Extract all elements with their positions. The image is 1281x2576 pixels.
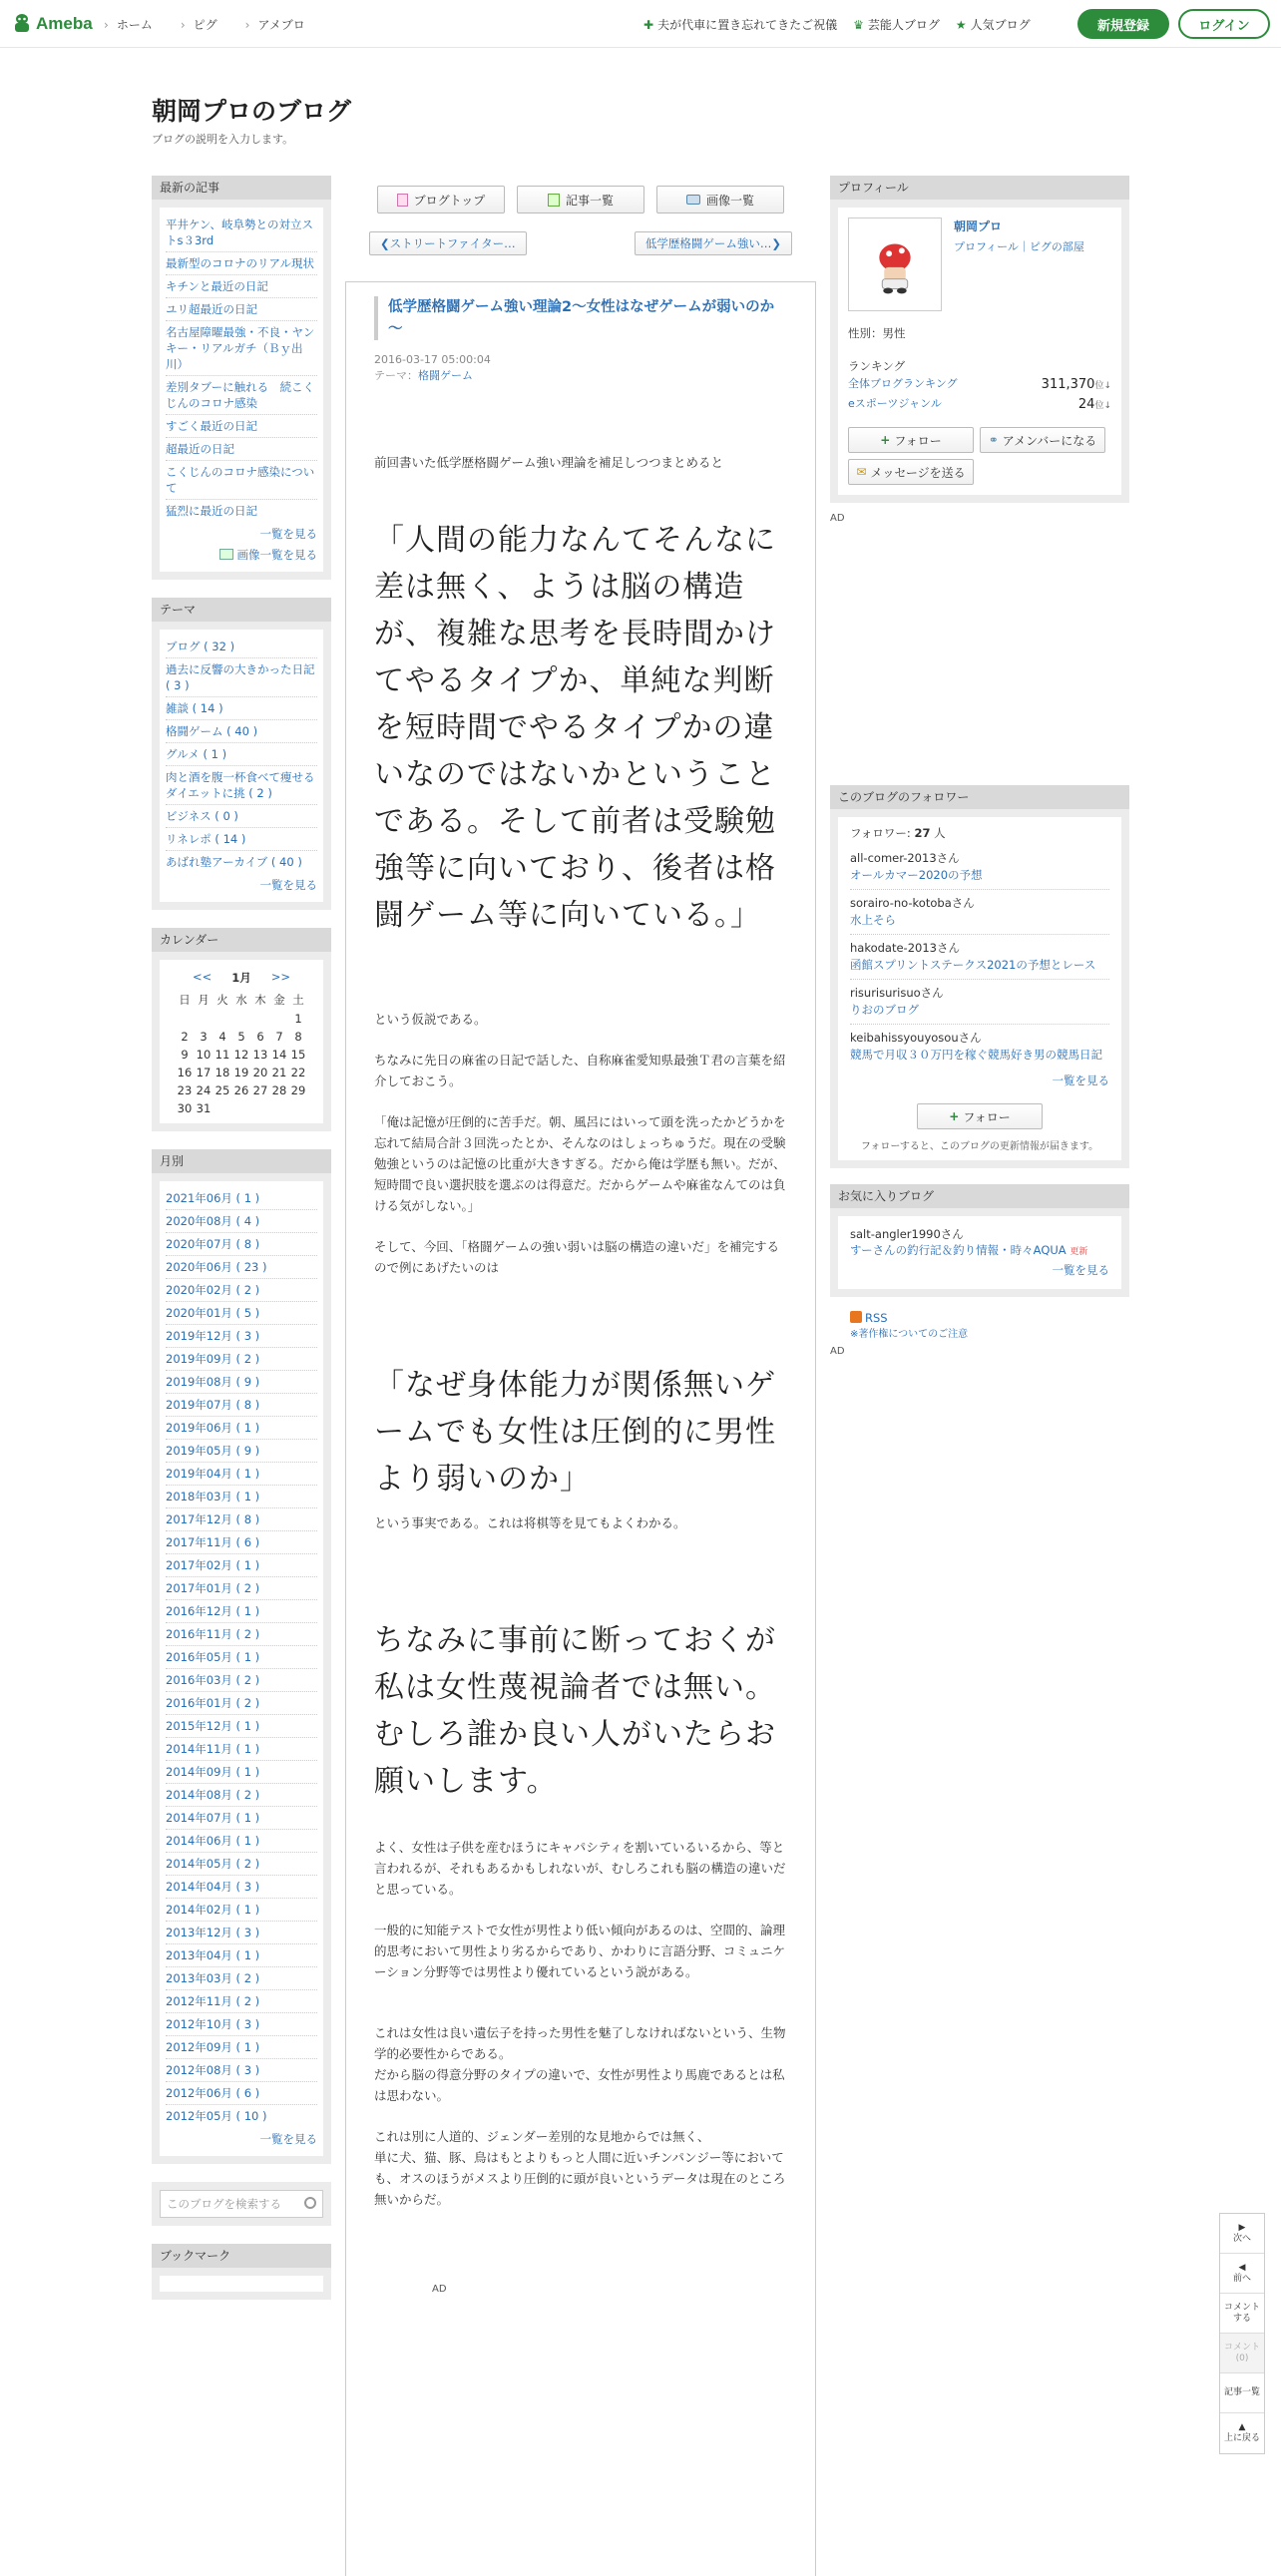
- follow-label: フォロー: [894, 433, 942, 448]
- followers-box: [830, 785, 1129, 1168]
- follower-user: all-comer-2013さん: [850, 851, 960, 865]
- calendar-day: 18: [214, 1066, 230, 1079]
- monthly-archive-link[interactable]: 2020年06月 ( 23 ): [166, 1256, 317, 1279]
- nav-home[interactable]: › ホーム: [104, 16, 153, 33]
- article-paragraph: 単に犬、猫、豚、鳥はもとよりもっと人間に近いチンパンジー等においても、オスのほうがメスより圧倒的に頭が良いというデータは現在のところ無いからだ。: [374, 2150, 786, 2207]
- article-meta: [374, 352, 787, 384]
- theme-link[interactable]: 格闘ゲーム ( 40 ): [166, 720, 317, 743]
- right-sidebar: [830, 176, 1129, 1357]
- profile-avatar[interactable]: [848, 217, 942, 311]
- monthly-archive-link[interactable]: 2014年02月 ( 1 ): [166, 1899, 317, 1922]
- monthly-archive-link[interactable]: 2014年11月 ( 1 ): [166, 1738, 317, 1761]
- search-box: [152, 2182, 331, 2226]
- follower-count-value: 27: [914, 826, 931, 840]
- follower-blog-link[interactable]: りおのブログ: [850, 1003, 919, 1017]
- calendar-day: [232, 1012, 251, 1026]
- global-nav: [104, 16, 305, 33]
- recent-entry-link[interactable]: ユリ超最近の日記: [166, 298, 317, 321]
- plus-icon: +: [880, 433, 891, 447]
- calendar-day: 31: [196, 1101, 212, 1115]
- chevron-right-icon: ❯: [771, 236, 781, 250]
- amember-label: アメンバーになる: [1002, 433, 1097, 448]
- calendar-day: [195, 1012, 214, 1026]
- follower-user: hakodate-2013さん: [850, 941, 960, 955]
- monthly-archive-link[interactable]: 2017年11月 ( 6 ): [166, 1531, 317, 1554]
- calendar-day: 21: [271, 1066, 287, 1079]
- calendar-day: 1: [294, 1012, 302, 1026]
- service-links: [643, 16, 1031, 33]
- entry-pager: [369, 231, 792, 255]
- monthly-archive-link[interactable]: 2020年01月 ( 5 ): [166, 1302, 317, 1325]
- star-icon: ★: [955, 18, 967, 32]
- recent-entry-link[interactable]: 猛烈に最近の日記: [166, 504, 257, 518]
- calendar-prev-link[interactable]: <<: [192, 970, 213, 984]
- main-column: [345, 176, 816, 2295]
- themes-heading: テーマ: [152, 598, 331, 622]
- tab-blog-top[interactable]: [377, 186, 505, 214]
- ranking: [848, 357, 1111, 415]
- calendar-day: 2: [181, 1030, 189, 1044]
- monthly-box: [152, 1149, 331, 2164]
- monthly-archive-link[interactable]: 2019年07月 ( 8 ): [166, 1394, 317, 1417]
- next-entry-label: 低学歴格闘ゲーム強い…: [644, 236, 772, 250]
- calendar-day: 8: [294, 1030, 302, 1044]
- monthly-archive-link[interactable]: 2019年08月 ( 9 ): [166, 1371, 317, 1394]
- calendar-next-link[interactable]: >>: [270, 970, 291, 984]
- follow-note: フォローすると、このブログの更新情報が届きます。: [860, 1141, 1099, 1152]
- follower-blog-link[interactable]: 函館スプリントステークス2021の予想とレース: [850, 958, 1096, 972]
- profile-box: [830, 176, 1129, 503]
- calendar-weekday: 水: [235, 993, 247, 1007]
- calendar-day: 19: [233, 1066, 249, 1079]
- blog-description: ブログの説明を入力します。: [152, 133, 294, 146]
- monthly-archive-link[interactable]: 2014年04月 ( 3 ): [166, 1876, 317, 1899]
- amember-button[interactable]: [980, 427, 1105, 453]
- service-link-label: 人気ブログ: [970, 18, 1031, 32]
- entry-list-tool[interactable]: [1220, 2373, 1264, 2413]
- ameba-logo-icon: [12, 13, 32, 35]
- rank-unit: 位: [1094, 401, 1104, 411]
- monthly-archive-link[interactable]: 2018年03月 ( 1 ): [166, 1486, 317, 1508]
- monthly-archive-link[interactable]: 2015年12月 ( 1 ): [166, 1715, 317, 1738]
- favorite-blogs-box: [830, 1184, 1129, 1297]
- monthly-archive-link[interactable]: 2016年01月 ( 2 ): [166, 1692, 317, 1715]
- follow-button[interactable]: [848, 427, 974, 453]
- monthly-archive-link[interactable]: 2012年09月 ( 1 ): [166, 2036, 317, 2059]
- service-link-label: 芸能人ブログ: [867, 18, 940, 32]
- monthly-archive-link[interactable]: 2017年02月 ( 1 ): [166, 1554, 317, 1577]
- monthly-archive-link[interactable]: 2014年05月 ( 2 ): [166, 1853, 317, 1876]
- recent-entries-heading: 最新の記事: [152, 176, 331, 200]
- calendar-day: 24: [196, 1083, 212, 1097]
- themes-box: [152, 598, 331, 910]
- calendar-day: 9: [181, 1048, 189, 1062]
- article-paragraph: という仮説である。: [374, 1012, 487, 1027]
- follower-blog-link[interactable]: 水上そら: [850, 913, 896, 927]
- bookmark-heading: ブックマーク: [152, 2244, 331, 2268]
- monthly-archive-link[interactable]: 2020年07月 ( 8 ): [166, 1233, 317, 1256]
- calendar-day: 27: [252, 1083, 268, 1097]
- global-header: [0, 0, 1281, 48]
- monthly-archive-link[interactable]: 2016年05月 ( 1 ): [166, 1646, 317, 1669]
- left-sidebar: [152, 176, 331, 2318]
- calendar-day: 28: [271, 1083, 287, 1097]
- overall-ranking-link[interactable]: 全体ブログランキング: [848, 377, 958, 390]
- favorite-blog-link[interactable]: すーさんの釣行記＆釣り情報・時々AQUA: [850, 1243, 1067, 1257]
- themes-more-link[interactable]: 一覧を見る: [259, 878, 317, 892]
- follower-item: [850, 845, 1109, 890]
- calendar-day: 23: [177, 1083, 193, 1097]
- article-emphasis: 「人間の能力なんてそんなに差は無く、ようは脳の構造が、複雑な思考を長時間かけてやるタイプか、単純な判断を短時間でやるタイプかの違いなのではないかということである。そして前者は受験勉強等に向いており、後者は格闘ゲーム等に向いている。」: [374, 523, 776, 933]
- recent-entry-link[interactable]: 超最近の日記: [166, 438, 317, 461]
- camera-icon: [686, 195, 700, 205]
- recent-entry-link[interactable]: 名古屋障曜最強・不良・ヤンキー・リアルガチ（Ｂｙ出川）: [166, 321, 317, 376]
- calendar-day: [176, 1012, 195, 1026]
- calendar-day: 13: [252, 1048, 268, 1062]
- copyright-link[interactable]: ※著作権についてのご注意: [850, 1329, 969, 1340]
- calendar-day: 14: [271, 1048, 287, 1062]
- image-list-label: 画像一覧を見る: [236, 548, 317, 562]
- rank-unit: 位: [1094, 381, 1104, 391]
- follower-item: [850, 980, 1109, 1025]
- monthly-archive-link[interactable]: 2014年09月 ( 1 ): [166, 1761, 317, 1784]
- back-to-top-tool[interactable]: [1220, 2413, 1264, 2453]
- service-link-trend[interactable]: [643, 16, 837, 33]
- bookmark-box: [152, 2244, 331, 2300]
- avatar-character-icon: [849, 218, 941, 310]
- favorite-blogs-heading: お気に入りブログ: [830, 1184, 1129, 1208]
- rss-section: [830, 1311, 1129, 1340]
- article-paragraph: これは女性は良い遺伝子を持った男性を魅了しなければないという、生物学的必要性からである。: [374, 2025, 786, 2061]
- monthly-more-link[interactable]: 一覧を見る: [259, 2132, 317, 2146]
- comment-tool[interactable]: [1220, 2294, 1264, 2334]
- calendar-weekday: 日: [179, 993, 191, 1007]
- prev-entry-tool[interactable]: [1220, 2254, 1264, 2294]
- calendar-day: 26: [233, 1083, 249, 1097]
- genre-ranking-link[interactable]: eスポーツジャンル: [848, 397, 942, 410]
- monthly-list: [160, 1181, 323, 2156]
- envelope-icon: ✉: [856, 465, 867, 479]
- recent-entry-link[interactable]: 差別タブーに触れる 続こくじんのコロナ感染: [166, 376, 317, 415]
- calendar-day: [270, 1012, 289, 1026]
- recent-entry-link[interactable]: 平井ケン、岐阜勢との対立ストs３3rd: [166, 214, 317, 252]
- tool-label: コメントする: [1223, 2302, 1260, 2324]
- article: [345, 281, 816, 2576]
- recent-entries-box: [152, 176, 331, 580]
- monthly-archive-link[interactable]: 2013年04月 ( 1 ): [166, 1944, 317, 1967]
- service-link-label: 夫が代車に置き忘れてきたご祝儀: [657, 18, 838, 32]
- calendar-weekday: 月: [198, 993, 210, 1007]
- comment-count-tool[interactable]: [1220, 2334, 1264, 2373]
- follower-count-label: フォロワー:: [850, 826, 911, 840]
- ameba-logo[interactable]: [12, 12, 93, 36]
- monthly-archive-link[interactable]: 2021年06月 ( 1 ): [166, 1187, 317, 1210]
- calendar-weekday: 木: [254, 993, 266, 1007]
- follower-user: risurisurisuoさん: [850, 986, 944, 1000]
- article-paragraph: という事実である。これは将棋等を見てもよくわかる。: [374, 1515, 686, 1530]
- chevron-left-icon: ❮: [380, 236, 390, 250]
- follower-item: [850, 890, 1109, 935]
- calendar-weekday: 土: [292, 993, 304, 1007]
- article-paragraph: これは別に人道的、ジェンダー差別的な見地からでは無く、: [374, 2129, 710, 2144]
- monthly-archive-link[interactable]: 2017年01月 ( 2 ): [166, 1577, 317, 1600]
- calendar-day: 12: [233, 1048, 249, 1062]
- theme-link[interactable]: ビジネス ( 0 ): [166, 805, 317, 828]
- monthly-archive-link[interactable]: 2016年03月 ( 2 ): [166, 1669, 317, 1692]
- calendar-day: 17: [196, 1066, 212, 1079]
- next-entry-tool[interactable]: [1220, 2214, 1264, 2254]
- theme-link[interactable]: グルメ ( 1 ): [166, 743, 317, 766]
- monthly-archive-link[interactable]: 2016年11月 ( 2 ): [166, 1623, 317, 1646]
- crown-icon: ♛: [853, 18, 864, 32]
- updated-badge: 更新: [1069, 1247, 1088, 1257]
- follower-count: [850, 825, 1109, 841]
- calendar-weekday: 火: [216, 993, 228, 1007]
- users-icon: ⚭: [988, 433, 999, 447]
- monthly-archive-link[interactable]: 2020年02月 ( 2 ): [166, 1279, 317, 1302]
- search-placeholder: このブログを検索する: [167, 2197, 281, 2211]
- monthly-archive-link[interactable]: 2014年08月 ( 2 ): [166, 1784, 317, 1807]
- monthly-archive-link[interactable]: 2012年10月 ( 3 ): [166, 2013, 317, 2036]
- profile-gender: 性別：男性: [848, 326, 906, 340]
- arrow-up-icon: ▲: [1238, 2422, 1246, 2432]
- article-paragraph: そして、今回、「格闘ゲームの強い弱いは脳の構造の違いだ」を補完するので例にあげたいのは: [374, 1239, 780, 1275]
- tool-label: 上に戻る: [1223, 2433, 1260, 2443]
- article-paragraph: よく、女性は子供を産むほうにキャパシティを割いているいるから、等と言われるが、それもあるかもしれないが、むしろこれも脳の構造の違いだと思っている。: [374, 1840, 786, 1897]
- tab-image-list[interactable]: [656, 186, 784, 214]
- article-paragraph: 一般的に知能テストで女性が男性より低い傾向があるのは、空間的、論理的思考において男性より劣るからであり、かわりに言語分野、コミュニケーション分野等では男性より優れているという説がある。: [374, 1923, 786, 1979]
- follower-blog-link[interactable]: オールカマー2020の予想: [850, 868, 983, 882]
- tool-label: コメント (0): [1223, 2342, 1260, 2363]
- article-paragraph: だから脳の得意分野のタイプの違いで、女性が男性より馬鹿であるとは私は思わない。: [374, 2067, 785, 2103]
- message-label: メッセージを送る: [870, 465, 966, 480]
- list-icon: [548, 194, 560, 207]
- tool-label: 次へ: [1232, 2233, 1251, 2244]
- calendar-day: 25: [214, 1083, 230, 1097]
- document-icon: [397, 194, 408, 207]
- arrow-down-icon: ↓: [1103, 381, 1111, 391]
- rss-icon: [850, 1311, 862, 1323]
- calendar-day: 30: [177, 1101, 193, 1115]
- tab-entry-list[interactable]: [517, 186, 644, 214]
- follower-item: [850, 1025, 1109, 1069]
- next-entry-button[interactable]: [635, 231, 792, 255]
- recent-entry-link[interactable]: すごく最近の日記: [166, 415, 317, 438]
- nav-pigg[interactable]: › ピグ: [181, 16, 217, 33]
- calendar-heading: カレンダー: [152, 928, 331, 952]
- profile-heading: プロフィール: [830, 176, 1129, 200]
- blog-search-input[interactable]: [160, 2190, 323, 2218]
- monthly-archive-link[interactable]: 2013年03月 ( 2 ): [166, 1967, 317, 1990]
- calendar-day: 7: [275, 1030, 283, 1044]
- followers-heading: このブログのフォロワー: [830, 785, 1129, 809]
- theme-link[interactable]: ブログ ( 32 ): [166, 636, 317, 658]
- calendar-day: 11: [214, 1048, 230, 1062]
- calendar-day: 3: [200, 1030, 208, 1044]
- profile-links[interactable]: プロフィール｜ピグの部屋: [954, 240, 1084, 253]
- follower-item: [850, 935, 1109, 980]
- theme-link[interactable]: あばれ塾アーカイブ ( 40 ): [166, 855, 302, 869]
- monthly-archive-link[interactable]: 2016年12月 ( 1 ): [166, 1600, 317, 1623]
- genre-ranking-value: 24: [1077, 397, 1095, 412]
- calendar-month: 1月: [231, 971, 251, 985]
- play-icon: ▶: [1238, 2222, 1246, 2233]
- blog-tabs: [345, 186, 816, 214]
- calendar-day: 29: [290, 1083, 306, 1097]
- tool-label: 記事一覧: [1223, 2387, 1260, 2397]
- article-emphasis: ちなみに事前に断っておくが私は女性蔑視論者では無い。むしろ誰か良い人がいたらお願いします。: [374, 1623, 776, 1799]
- article-paragraph: ちなみに先日の麻雀の日記で話した、自称麻雀愛知県最強Ｔ君の言葉を紹介しておこう。: [374, 1053, 786, 1088]
- plus-icon: ✚: [643, 18, 654, 32]
- monthly-archive-link[interactable]: 2014年06月 ( 1 ): [166, 1830, 317, 1853]
- theme-link[interactable]: 肉と酒を腹一杯食べて痩せるダイエットに挑 ( 2 ): [166, 766, 317, 805]
- calendar-box: [152, 928, 331, 1131]
- ad-label: AD: [830, 1346, 845, 1357]
- calendar-day: 16: [177, 1066, 193, 1079]
- calendar-day: 6: [256, 1030, 264, 1044]
- article-date: 2016-03-17 05:00:04: [374, 353, 491, 366]
- monthly-heading: 月別: [152, 1149, 331, 1173]
- monthly-archive-link[interactable]: 2012年11月 ( 2 ): [166, 1990, 317, 2013]
- prev-entry-label: ストリートファイター…: [389, 236, 516, 250]
- article-paragraph: 前回書いた低学歴格闘ゲーム強い理論を補足しつつまとめると: [374, 455, 724, 470]
- recent-entry-link[interactable]: こくじんのコロナ感染について: [166, 461, 317, 500]
- article-emphasis: 「なぜ身体能力が関係無いゲームでも女性は圧倒的に男性より弱いのか」: [374, 1368, 776, 1497]
- theme-link[interactable]: 雑談 ( 14 ): [166, 697, 317, 720]
- follower-user: sorairo-no-kotobaさん: [850, 896, 975, 910]
- login-button[interactable]: ログイン: [1178, 9, 1270, 39]
- theme-link[interactable]: リネレポ ( 14 ): [166, 828, 317, 851]
- image-list-link[interactable]: [166, 547, 317, 564]
- plus-icon: +: [949, 1109, 960, 1123]
- favorite-user: salt-angler1990さん: [850, 1227, 964, 1241]
- monthly-archive-link[interactable]: 2017年12月 ( 8 ): [166, 1508, 317, 1531]
- profile-name[interactable]: 朝岡プロ: [954, 219, 1003, 233]
- favorites-more-link[interactable]: 一覧を見る: [1052, 1263, 1109, 1277]
- article-theme-link[interactable]: 格闘ゲーム: [418, 369, 473, 382]
- overall-ranking-value: 311,370: [1041, 377, 1095, 392]
- theme-label: テーマ：: [374, 369, 418, 382]
- follower-count-unit: 人: [934, 826, 946, 840]
- service-link-popular[interactable]: [956, 16, 1031, 33]
- ad-label: AD: [432, 2284, 447, 2295]
- theme-link[interactable]: 過去に反響の大きかった日記 ( 3 ): [166, 658, 317, 697]
- arrow-down-icon: ↓: [1103, 401, 1111, 411]
- tab-label: 画像一覧: [705, 193, 754, 208]
- article-paragraph: 「俺は記憶が圧倒的に苦手だ。朝、風呂にはいって頭を洗ったかどうかを忘れて結局合計３回洗ったとか、そんなのはしょっちゅうだ。現在の受験勉強というのは記憶の比重が大きすぎる。だから俺は学歴も無い。だが、短時間で良い選択肢を選ぶのは得意だ。だからゲームや麻雀なんてのは負ける気がしない。」: [374, 1114, 786, 1213]
- monthly-archive-link[interactable]: 2019年12月 ( 3 ): [166, 1325, 317, 1348]
- ameba-logo-text: Ameba: [36, 14, 93, 33]
- ad-label: AD: [830, 513, 845, 524]
- calendar-day: 5: [237, 1030, 245, 1044]
- recent-entry-link[interactable]: キチンと最近の日記: [166, 275, 317, 298]
- tab-label: ブログトップ: [413, 193, 486, 208]
- ranking-heading: ランキング: [848, 359, 906, 373]
- recent-more-link[interactable]: 一覧を見る: [259, 527, 317, 541]
- calendar-day: 20: [252, 1066, 268, 1079]
- follow-label: フォロー: [963, 1109, 1011, 1124]
- monthly-archive-link[interactable]: 2012年06月 ( 6 ): [166, 2082, 317, 2105]
- monthly-archive-link[interactable]: 2014年07月 ( 1 ): [166, 1807, 317, 1830]
- followers-more-link[interactable]: 一覧を見る: [1052, 1073, 1109, 1087]
- image-icon: [219, 549, 233, 560]
- monthly-archive-link[interactable]: 2019年04月 ( 1 ): [166, 1463, 317, 1486]
- tab-label: 記事一覧: [565, 193, 614, 208]
- calendar-day: [214, 1012, 232, 1026]
- send-message-button[interactable]: [848, 459, 974, 485]
- follow-button-bottom[interactable]: [917, 1103, 1043, 1129]
- rss-link[interactable]: RSS: [865, 1311, 888, 1325]
- tool-label: 前へ: [1232, 2273, 1251, 2284]
- prev-entry-button[interactable]: [369, 231, 527, 255]
- recent-entry-link[interactable]: 最新型のコロナのリアル現状: [166, 252, 317, 275]
- register-button[interactable]: 新規登録: [1077, 9, 1169, 39]
- blog-title[interactable]: 朝岡プロのブログ: [152, 97, 352, 126]
- monthly-archive-link[interactable]: 2013年12月 ( 3 ): [166, 1922, 317, 1944]
- calendar-day: [251, 1012, 270, 1026]
- calendar-day: 10: [196, 1048, 212, 1062]
- monthly-archive-link[interactable]: 2019年09月 ( 2 ): [166, 1348, 317, 1371]
- calendar-day: 22: [290, 1066, 306, 1079]
- monthly-archive-link[interactable]: 2012年05月 ( 10 ): [166, 2109, 267, 2123]
- monthly-archive-link[interactable]: 2019年06月 ( 1 ): [166, 1417, 317, 1440]
- calendar-weekday: 金: [273, 993, 285, 1007]
- follower-blog-link[interactable]: 競馬で月収３０万円を稼ぐ競馬好き男の競馬日記: [850, 1048, 1102, 1062]
- monthly-archive-link[interactable]: 2020年08月 ( 4 ): [166, 1210, 317, 1233]
- back-icon: ◀: [1238, 2262, 1246, 2273]
- article-title[interactable]: 低学歴格闘ゲーム強い理論2～女性はなぜゲームが弱いのか～: [374, 296, 787, 340]
- search-icon[interactable]: [304, 2197, 316, 2209]
- nav-ameblo[interactable]: › アメブロ: [245, 16, 305, 33]
- floating-tools: [1219, 2213, 1265, 2454]
- calendar-grid: [166, 992, 317, 1115]
- calendar-day: 4: [218, 1030, 226, 1044]
- service-link-celebrity[interactable]: [853, 16, 940, 33]
- monthly-archive-link[interactable]: 2012年08月 ( 3 ): [166, 2059, 317, 2082]
- calendar-day: 15: [290, 1048, 306, 1062]
- monthly-archive-link[interactable]: 2019年05月 ( 9 ): [166, 1440, 317, 1463]
- follower-user: keibahissyouyosouさん: [850, 1031, 982, 1045]
